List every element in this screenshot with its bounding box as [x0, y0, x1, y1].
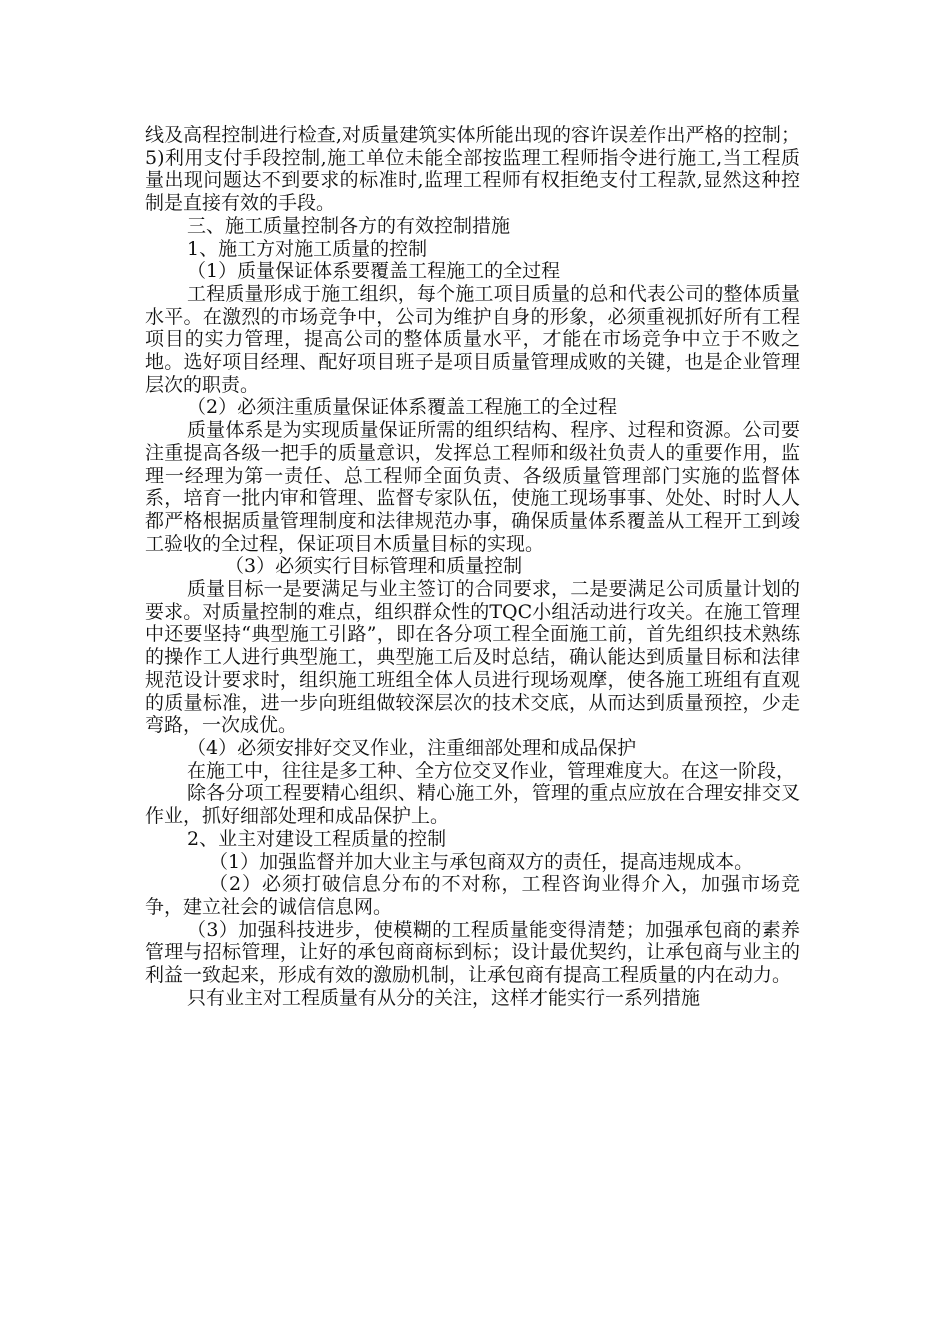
owner-item-3: （3）加强科技进步，使模糊的工程质量能变得清楚；加强承包商的素养管理与招标管理，让好的承包商商标到标；设计最优契约，让承包商与业主的利益一致起来，形成有效的激励机制，让承包商有提高工程质量的内在动力。 — [145, 918, 800, 987]
paragraph-owner-attention: 只有业主对工程质量有从分的关注，这样才能实行一系列措施 — [187, 986, 701, 1009]
paragraph-quality-formation: 工程质量形成于施工组织，每个施工项目质量的总和代表公司的整体质量水平。在激烈的市场竞争中，公司为维护自身的形象，必须重视抓好所有工程项目的实力管理，提高公司的整体质量水平，才能在市场竞争中立于不败之地。选好项目经理、配好项目班子是项目质量管理成败的关键，也是企业管理层次的职责。 — [145, 282, 800, 396]
paragraph-quality-target: 质量目标一是要满足与业主签订的合同要求，二是要满足公司质量计划的要求。对质量控制的难点，组织群众性的TQC小组活动进行攻关。在施工管理中还要坚持“典型施工引路”，即在各分项工程全面施工前，首先组织技术熟练的操作工人进行典型施工，典型施工后及时总结，确认能达到质量目标和法律规范设计要求时，组织施工班组全体人员进行现场观摩，使各施工班组有直观的质量标准，进一步向班组做较深层次的技术交底，从而达到质量预控，少走弯路，一次成优。 — [145, 578, 800, 737]
owner-item-2: （2）必须打破信息分布的不对称，工程咨询业得介入，加强市场竞争，建立社会的诚信信息网。 — [145, 873, 800, 918]
subheading-item-3: （3）必须实行目标管理和质量控制 — [225, 555, 523, 578]
owner-item-1: （1）加强监督并加大业主与承包商双方的责任，提高违规成本。 — [209, 850, 754, 873]
paragraph-detail-protection: 除各分项工程要精心组织、精心施工外，管理的重点应放在合理安排交叉作业，抓好细部处理和成品保护上。 — [145, 782, 800, 828]
heading-section-three: 三、施工质量控制各方的有效控制措施 — [187, 214, 511, 237]
paragraph-quality-system: 质量体系是为实现质量保证所需的组织结构、程序、过程和资源。公司要注重提高各级一把手的质量意识，发挥总工程师和级社负责人的重要作用，监理一经理为第一责任、总工程师全面负责、各级质量管理部门实施的监督体系，培育一批内审和管理、监督专家队伍，使施工现场事事、处处、时时人人都严格根据质量管理制度和法律规范办事，确保质量体系覆盖从工程开工到竣工验收的全过程，保证项目木质量目标的实现。 — [145, 419, 800, 555]
heading-contractor-control: 1、施工方对施工质量的控制 — [187, 237, 428, 260]
subheading-item-4: （4）必须安排好交叉作业，注重细部处理和成品保护 — [187, 736, 637, 759]
subheading-item-1: （1）质量保证体系要覆盖工程施工的全过程 — [187, 260, 561, 283]
paragraph-control-means: 线及高程控制进行检查,对质量建筑实体所能出现的容许误差作出严格的控制；5)利用支付手段控制,施工单位未能全部按监理工程师指令进行施工,当工程质量出现问题达不到要求的标准时,监理工程师有权拒绝支付工程款,显然这种控制是直接有效的手段。 — [145, 124, 800, 215]
heading-owner-control: 2、业主对建设工程质量的控制 — [187, 827, 447, 850]
paragraph-cross-work: 在施工中，往往是多工种、全方位交叉作业，管理难度大。在这一阶段， — [187, 759, 796, 782]
subheading-item-2: （2）必须注重质量保证体系覆盖工程施工的全过程 — [187, 396, 618, 419]
document-page — [145, 124, 800, 1009]
